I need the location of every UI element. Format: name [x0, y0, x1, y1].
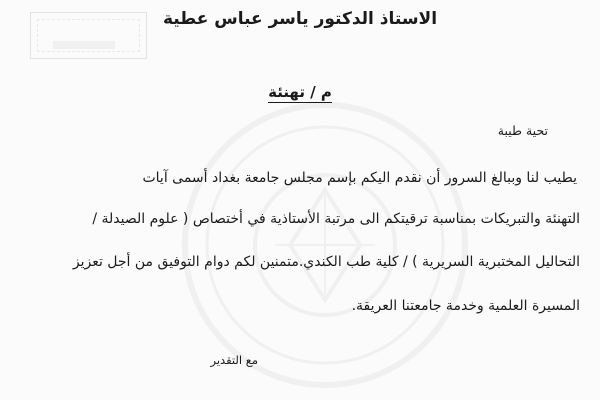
body-line: المسيرة العلمية وخدمة جامعتنا العريقة.: [351, 298, 580, 314]
closing: مع التقدير: [210, 353, 258, 367]
body-line: يطيب لنا وببالغ السرور أن نقدم اليكم بإسم مجلس جامعة بغداد أسمى آيات: [142, 170, 577, 186]
greeting: تحية طيبة: [497, 123, 548, 138]
body-line: التهنئة والتبريكات بمناسبة ترقيتكم الى مرتبة الأستاذية في أختصاص ( علوم الصيدلة /: [92, 211, 580, 227]
stamp-icon: [30, 12, 147, 59]
recipient-name: الاستاذ الدكتور ياسر عباس عطية: [162, 9, 438, 29]
body-line: التحاليل المختبرية السريرية ) / كلية طب الكندي.متمنين لكم دوام التوفيق من أجل تعزيز: [72, 254, 580, 270]
letter-subject: [230, 82, 370, 102]
subject-text: م / تهنئة: [268, 83, 332, 101]
university-seal-icon: [175, 95, 475, 395]
